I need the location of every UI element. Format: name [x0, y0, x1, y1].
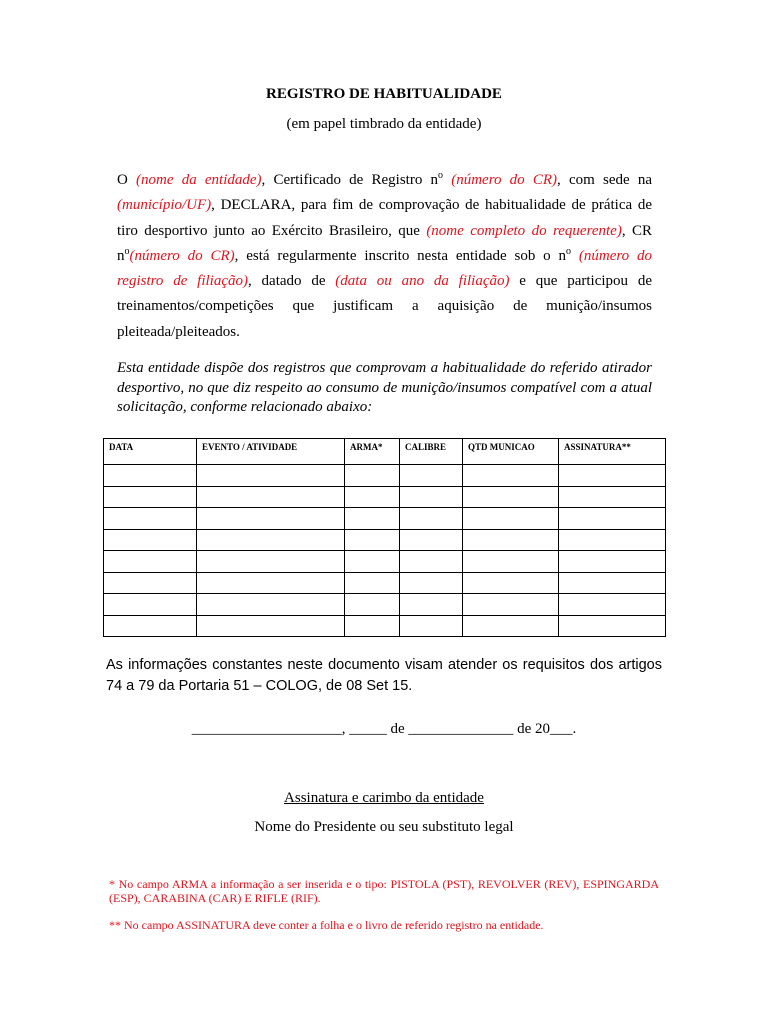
table-cell	[345, 615, 400, 637]
president-label: Nome do Presidente ou seu substituto legal	[254, 819, 514, 835]
records-table	[103, 438, 666, 637]
table-row	[104, 572, 666, 594]
table-row	[104, 594, 666, 616]
table-row	[104, 465, 666, 487]
table-cell	[463, 486, 559, 508]
records-statement: Esta entidade dispõe dos registros que comprovam a habitualidade do referido atirador desportivo, no que diz respeito ao consumo de munição/insumos compatível com a atual solicitação, conforme relacionado abaixo:	[117, 360, 652, 415]
table-cell	[197, 572, 345, 594]
declaration-text: , está regularmente inscrito nesta entidade sob o n	[234, 247, 567, 264]
table-cell	[345, 486, 400, 508]
table-cell	[400, 465, 463, 487]
document-subtitle: (em papel timbrado da entidade)	[286, 116, 482, 132]
column-header-arma: ARMA*	[345, 439, 400, 465]
table-cell	[400, 572, 463, 594]
footnote-arma: * No campo ARMA a informação a ser inserida e o tipo: PISTOLA (PST), REVOLVER (REV), ESPINGARDA (ESP), CARABINA (CAR) E RIFLE (RIF).	[109, 877, 659, 905]
declaration-text: e que participou de treinamentos/competições que justificam a aquisição de munição/insumos pleiteada/pleiteados.	[117, 273, 652, 340]
field-municipio-uf: (município/UF)	[117, 197, 212, 214]
table-cell	[463, 465, 559, 487]
table-cell	[559, 508, 666, 530]
table-cell	[104, 465, 197, 487]
column-header-evento: EVENTO / ATIVIDADE	[197, 439, 345, 465]
table-cell	[345, 572, 400, 594]
declaration-text: O	[117, 172, 137, 188]
declaration-paragraph	[117, 168, 652, 345]
table-header-row	[104, 439, 666, 465]
table-cell	[197, 551, 345, 573]
field-numero-cr: (número do CR)	[451, 172, 558, 188]
table-cell	[559, 465, 666, 487]
table-cell	[104, 594, 197, 616]
table-cell	[345, 508, 400, 530]
table-cell	[104, 508, 197, 530]
field-nome-entidade: (nome da entidade)	[136, 172, 262, 188]
table-cell	[400, 486, 463, 508]
table-cell	[463, 594, 559, 616]
column-header-assinatura: ASSINATURA**	[559, 439, 666, 465]
table-cell	[559, 551, 666, 573]
table-row	[104, 551, 666, 573]
table-cell	[197, 465, 345, 487]
table-cell	[559, 594, 666, 616]
column-header-qtd-municao: QTD MUNICAO	[463, 439, 559, 465]
table-cell	[104, 486, 197, 508]
declaration-text: , Certificado de Registro n	[261, 172, 439, 188]
table-cell	[197, 508, 345, 530]
table-cell	[559, 529, 666, 551]
ordinal-superscript: o	[438, 170, 444, 181]
field-nome-requerente: (nome completo do requerente)	[426, 222, 622, 239]
table-cell	[400, 594, 463, 616]
declaration-text	[443, 172, 451, 188]
table-cell	[345, 551, 400, 573]
field-numero-cr-2: (número do CR)	[129, 247, 235, 264]
column-header-calibre: CALIBRE	[400, 439, 463, 465]
signature-label: Assinatura e carimbo da entidade	[284, 790, 484, 806]
table-cell	[104, 572, 197, 594]
table-cell	[104, 615, 197, 637]
declaration-text: , com sede na	[557, 172, 652, 188]
table-cell	[559, 486, 666, 508]
table-cell	[463, 551, 559, 573]
table-cell	[197, 486, 345, 508]
table-cell	[400, 551, 463, 573]
table-cell	[463, 508, 559, 530]
table-cell	[400, 529, 463, 551]
table-cell	[104, 551, 197, 573]
table-row	[104, 615, 666, 637]
table-body	[104, 465, 666, 637]
table-cell	[345, 465, 400, 487]
legal-info-paragraph: As informações constantes neste documento visam atender os requisitos dos artigos 74 a 79 da Portaria 51 – COLOG, de 08 Set 15.	[106, 657, 662, 694]
table-cell	[559, 615, 666, 637]
table-cell	[400, 615, 463, 637]
table-cell	[197, 615, 345, 637]
ordinal-superscript: o	[566, 245, 572, 257]
column-header-data: DATA	[104, 439, 197, 465]
table-cell	[400, 508, 463, 530]
table-cell	[463, 529, 559, 551]
declaration-text: , datado de	[247, 273, 336, 290]
table-cell	[463, 615, 559, 637]
declaration-text	[571, 248, 579, 264]
ordinal-superscript: o	[124, 245, 130, 257]
footnote-assinatura: ** No campo ASSINATURA deve conter a folha e o livro de referido registro na entidade.	[109, 918, 544, 932]
table-row	[104, 529, 666, 551]
table-cell	[345, 529, 400, 551]
table-cell	[197, 529, 345, 551]
table-cell	[345, 594, 400, 616]
date-line: ____________________, _____ de ______________ de 20___.	[191, 721, 577, 737]
declaration-text: , DECLARA, para fim de comprovação de habitualidade de prática de tiro desportivo junto ao Exército Brasileiro, que	[117, 197, 652, 239]
table-row	[104, 486, 666, 508]
document-title: REGISTRO DE HABITUALIDADE	[266, 86, 502, 102]
table-cell	[559, 572, 666, 594]
table-row	[104, 508, 666, 530]
declaration-text: , CR n	[117, 222, 653, 264]
table-cell	[197, 594, 345, 616]
field-data-filiacao: (data ou ano da filiação)	[335, 273, 510, 290]
table-cell	[104, 529, 197, 551]
field-registro-filiacao: (número do registro de filiação)	[117, 247, 652, 290]
table-cell	[463, 572, 559, 594]
